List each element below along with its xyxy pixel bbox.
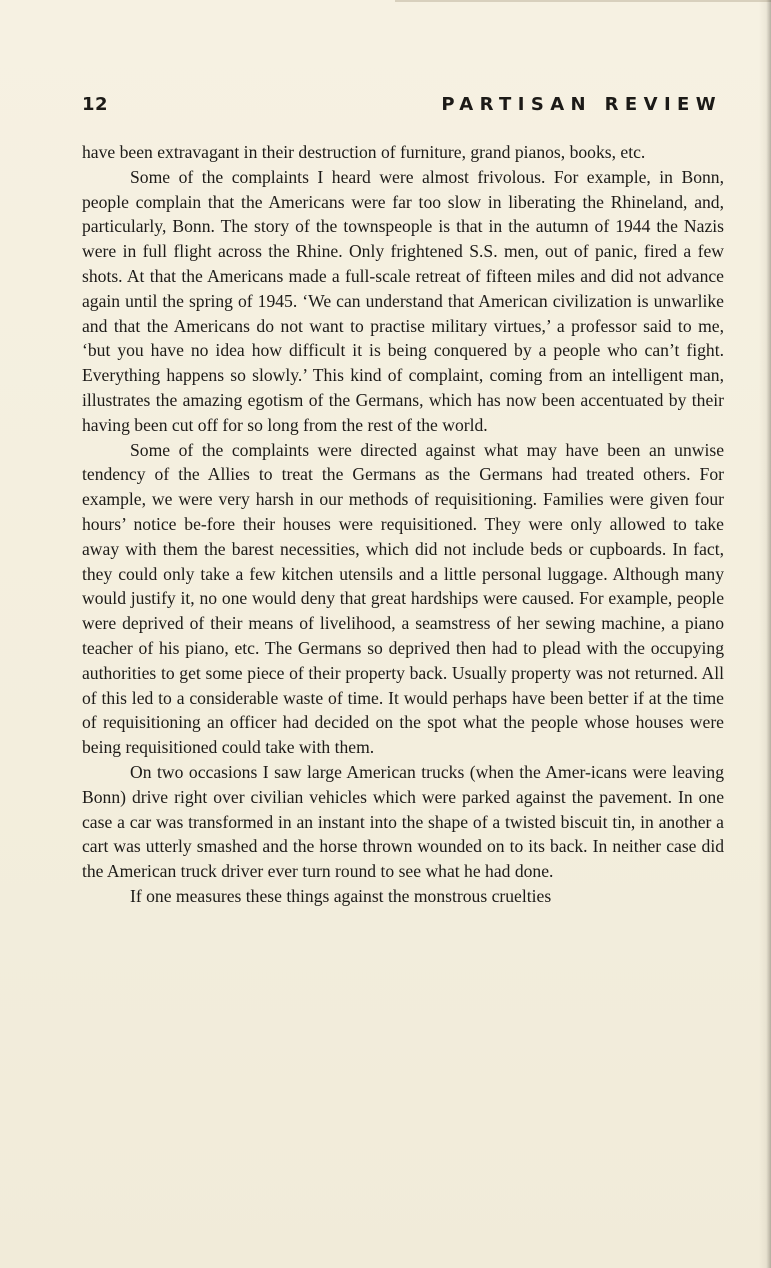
running-head [82, 94, 722, 118]
paragraph: Some of the complaints I heard were almost frivolous. For example, in Bonn, people complain that the Americans were far too slow in liberating the Rhineland, and, particularly, Bonn. The story of the townspeople is that in the autumn of 1944 the Nazis were in full flight across the Rhine. Only frightened S.S. men, out of panic, fired a few shots. At that the Americans made a full-scale retreat of fifteen miles and did not advance again until the spring of 1945. ‘We can understand that American civilization is unwarlike and that the Americans do not want to practise military virtues,’ a professor said to me, ‘but you have no idea how difficult it is being conquered by a people who can’t fight. Everything happens so slowly.’ This kind of complaint, coming from an intelligent man, illustrates the amazing egotism of the Germans, which has now been accentuated by their having been cut off for so long from the rest of the world. [82, 166, 724, 435]
article-body [82, 140, 724, 909]
paragraph: On two occasions I saw large American trucks (when the Amer-icans were leaving Bonn) drive right over civilian vehicles which were parked against the pavement. In one case a car was transformed in an instant into the shape of a twisted biscuit tin, in another a cart was utterly smashed and the horse thrown wounded on to its back. In neither case did the American truck driver ever turn round to see what he had done. [82, 761, 724, 882]
journal-title: PARTISAN REVIEW [441, 94, 722, 115]
paragraph: If one measures these things against the monstrous cruelties [130, 885, 552, 906]
page-number: 12 [82, 94, 109, 115]
paragraph: Some of the complaints were directed against what may have been an unwise tendency of the Allies to treat the Germans as the Germans had treated others. For example, we were very harsh in our methods of requisitioning. Families were given four hours’ notice be-fore their houses were requisitioned. They were only allowed to take away with them the barest necessities, which did not include beds or cupboards. In fact, they could only take a few kitchen utensils and a little personal luggage. Although many would justify it, no one would deny that great hardships were caused. For example, people were deprived of their means of livelihood, a seamstress of her sewing machine, a piano teacher of his piano, etc. The Germans so deprived then had to plead with the occupying authorities to get some piece of their property back. Usually property was not returned. All of this led to a considerable waste of time. It would perhaps have been better if at the time of requisitioning an officer had decided on the spot what the people whose houses were being requisitioned could take with them. [82, 439, 724, 758]
paragraph-continued: have been extravagant in their destruction of furniture, grand pianos, books, etc. [82, 142, 646, 162]
page-top-rule [395, 0, 771, 2]
page-edge-shadow [759, 0, 771, 1268]
